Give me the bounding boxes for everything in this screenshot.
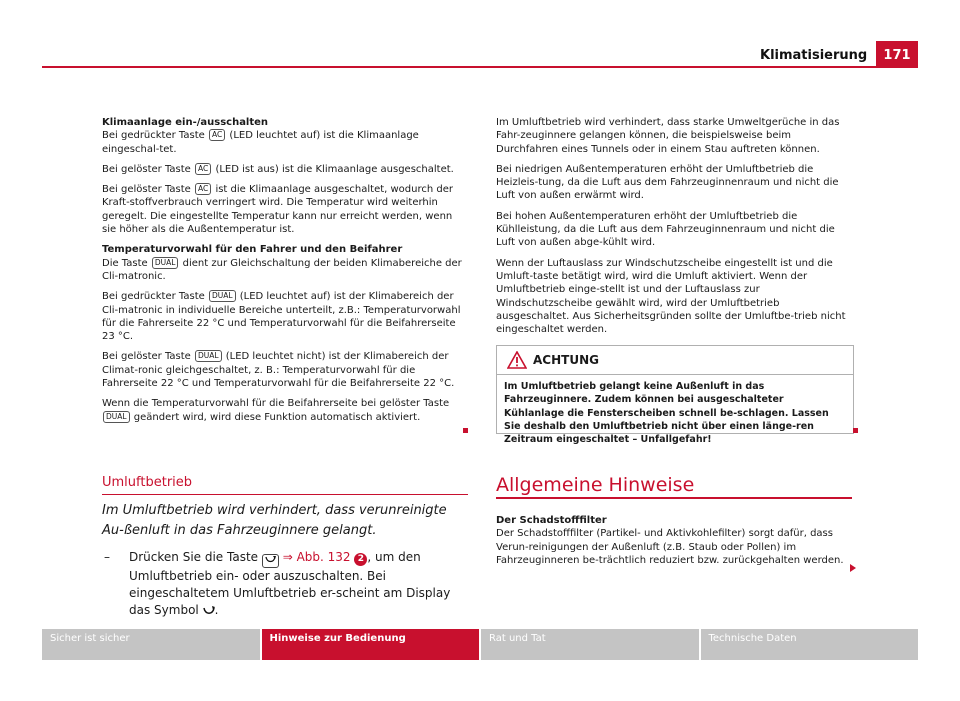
paragraph: Der Schadstofffilter (Partikel- und Aktivkohlefilter) sorgt dafür, dass Verun-reinigungen der Außenluft (z.B. Staub oder Pollen) im Fahrzeuginneren be-trächtlich reduziert bzw. zurückgehalten werden.: [496, 528, 844, 566]
paragraph: Bei gedrückter Taste DUAL (LED leuchtet auf) ist der Klimabereich der Cli-matronic in individuelle Bereiche unterteilt, z.B.: Temperaturvorwahl für die Fahrerseite 22 °C und Temperaturvorwahl für die Beifahrerseite 23 °C.: [102, 291, 461, 343]
dual-key: DUAL: [195, 350, 222, 362]
paragraph: Bei niedrigen Außentemperaturen erhöht der Umluftbetrieb die Heizleis-tung, da die Luft aus dem Fahrzeuginnenraum und nicht die Luft von außen erwärmt wird.: [496, 163, 839, 202]
ac-key: AC: [195, 183, 211, 195]
warning-box: [496, 345, 854, 446]
list-dash: –: [104, 550, 110, 564]
temp-heading: Temperaturvorwahl für den Fahrer und den Beifahrer: [102, 244, 403, 256]
section-end-marker: [853, 428, 858, 433]
warning-header: [497, 346, 853, 375]
callout-number: 2: [354, 553, 367, 566]
page-number: 171: [876, 41, 918, 68]
continue-arrow-icon: [850, 564, 856, 572]
footer-tab-sicher[interactable]: Sicher ist sicher: [42, 629, 260, 660]
filter-heading: Der Schadstofffilter: [496, 515, 607, 526]
warning-triangle-icon: [507, 351, 527, 369]
paragraph: Bei gedrückter Taste AC (LED leuchtet auf) ist die Klimaanlage eingeschal-tet.: [102, 130, 419, 155]
footer-tab-bedienung[interactable]: Hinweise zur Bedienung: [262, 629, 480, 660]
klima-heading: Klimaanlage ein-/ausschalten: [102, 117, 269, 128]
footer-tab-rat[interactable]: Rat und Tat: [481, 629, 699, 660]
warning-text: Im Umluftbetrieb gelangt keine Außenluft in das Fahrzeuginnere. Zudem können bei ausgeschalteter Kühlanlage die Fensterscheiben schnell be-schlagen. Lassen Sie deshalb den Umluftbetrieb nicht über einen länge-ren Zeitraum eingeschaltet – Unfallgefahr!: [504, 381, 829, 446]
umluft-section-title: Umluftbetrieb: [102, 475, 193, 490]
dual-key: DUAL: [103, 411, 130, 423]
footer-nav: [42, 629, 918, 660]
ac-key: AC: [195, 163, 211, 175]
warning-title: ACHTUNG: [533, 353, 599, 367]
paragraph: Bei gelöster Taste AC (LED ist aus) ist die Klimaanlage ausgeschaltet.: [102, 163, 454, 175]
right-column: [496, 116, 852, 343]
header-rule: [42, 66, 876, 68]
paragraph: Bei gelöster Taste DUAL (LED leuchtet nicht) ist der Klimabereich der Climat-ronic gleichgeschaltet, z. B.: Temperaturvorwahl für die Fahrerseite 22 °C und Temperaturvorwahl für die Beifahrerseite 22 °C.: [102, 351, 455, 390]
page-header-title: Klimatisierung: [760, 48, 868, 63]
section-end-marker: [463, 428, 468, 433]
paragraph: Wenn der Luftauslass zur Windschutzscheibe eingestellt ist und die Umluft-taste betätigt wird, wird die Umluft aktiviert. Wenn der Umluftbetrieb einge-stellt ist und der Luftauslass zur Windschutzscheibe gewählt wird, wird der Umluftbetrieb ausgeschaltet. Aus Sicherheitsgründen sollte der Umluftbe-trieb nicht eingeschaltet werden.: [496, 257, 846, 336]
dual-key: DUAL: [209, 290, 236, 302]
paragraph: Die Taste DUAL dient zur Gleichschaltung der beiden Klimabereiche der Cli-matronic.: [102, 257, 462, 282]
figure-reference-link[interactable]: ⇒ Abb. 132: [282, 550, 351, 564]
section-rule: [102, 494, 468, 495]
paragraph: Im Umluftbetrieb wird verhindert, dass starke Umweltgerüche in das Fahr-zeuginnere gelangen können, die beispielsweise beim Durchfahren eines Tunnels oder in einem Stau auftreten können.: [496, 117, 840, 155]
section-rule: [496, 497, 852, 499]
left-column: [102, 116, 468, 431]
hinweise-section-title: Allgemeine Hinweise: [496, 474, 695, 496]
paragraph: Bei hohen Außentemperaturen erhöht der Umluftbetrieb die Kühlleistung, da die Luft aus dem Fahrzeuginnenraum und nicht die Luft von außen abge-kühlt wird.: [496, 210, 835, 249]
umluft-step: – Drücken Sie die Taste ⇒ Abb. 132 2 , um den Umluftbetrieb ein- oder auszuschalten. Bei eingeschaltetem Umluftbetrieb er-scheint am Display das Symbol .: [104, 550, 451, 617]
hinweise-body: [496, 514, 852, 574]
ac-key: AC: [209, 129, 225, 141]
umluft-intro: Im Umluftbetrieb wird verhindert, dass verunreinigte Au-ßenluft in das Fahrzeuginnere gelangt.: [102, 503, 447, 538]
dual-key: DUAL: [152, 257, 179, 269]
recirculation-symbol-icon: [203, 605, 215, 615]
paragraph: Bei gelöster Taste AC ist die Klimaanlage ausgeschaltet, wodurch der Kraft-stoffverbrauch verringert wird. Die Temperatur wird weiterhin geregelt. Die eingestellte Temperatur kann nur erreicht werden, wenn sie höher als die Außentemperatur ist.: [102, 184, 453, 236]
footer-tab-technik[interactable]: Technische Daten: [701, 629, 919, 660]
paragraph: Wenn die Temperaturvorwahl für die Beifahrerseite bei gelöster Taste DUAL geändert wird, wird diese Funktion automatisch aktiviert.: [102, 398, 450, 423]
recirculation-key-icon: [262, 554, 279, 568]
